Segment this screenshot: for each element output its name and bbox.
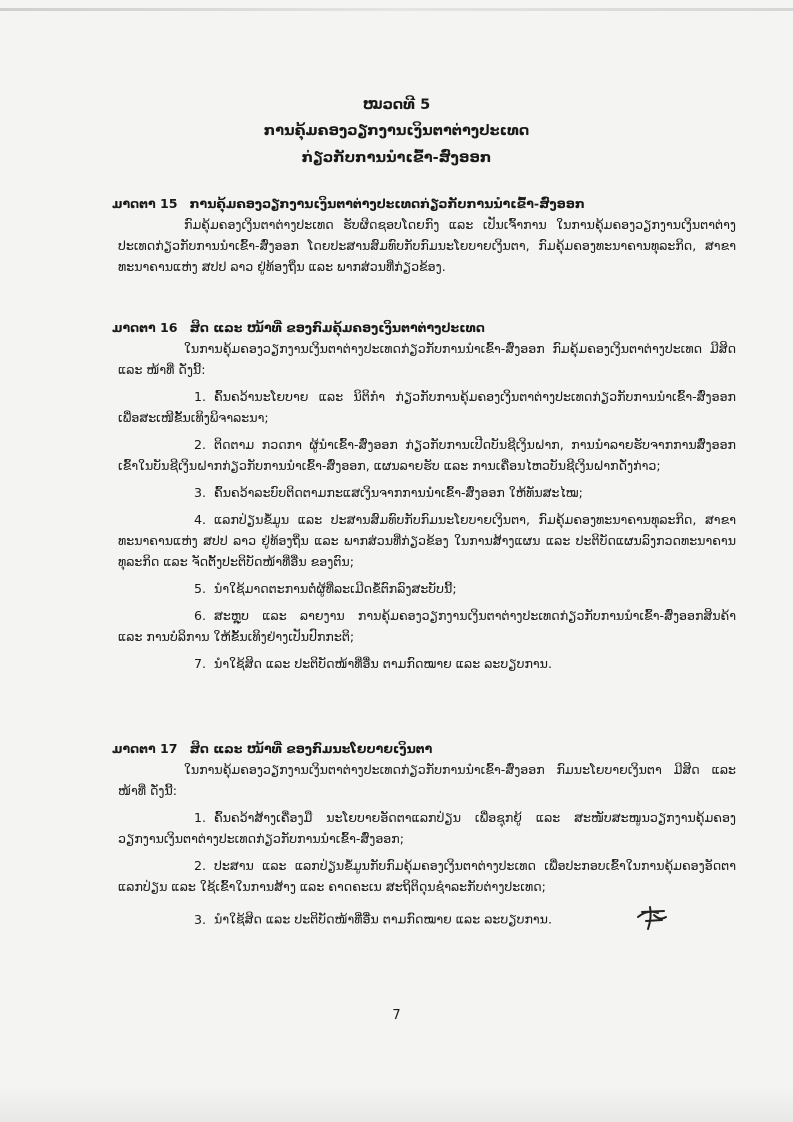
article-title: ສິດ ແລະ ໜ້າທີ່ ຂອງກົມຄຸ້ມຄອງເງິນຕາຕ່າງປະເທດ xyxy=(189,320,485,335)
list-item xyxy=(118,386,736,428)
list-item xyxy=(118,578,736,599)
article-17 xyxy=(112,738,736,937)
item-text: ຄົ້ນຄວ້າສ້າງເຄື່ອງມື ນະໂຍບາຍອັດຕາແລກປ່ຽນ ເພື່ອຊຸກຍູ້ ແລະ ສະໜັບສະໜູນວຽກງານຄຸ້ມຄອງວຽກງານເງິນຕາຕ່າງປະເທດກ່ຽວກັບການນຳເຂົ້າ-ສົ່ງອອກ; xyxy=(118,810,736,846)
item-text: ຄົ້ນຄວ້ານະໂຍບາຍ ແລະ ນິຕິກຳ ກ່ຽວກັບການຄຸ້ມຄອງເງິນຕາຕ່າງປະເທດກ່ຽວກັບການນຳເຂົ້າ-ສົ່ງອອກ ເພື່ອສະເໜີຂັ້ນເທິງພິຈາລະນາ; xyxy=(118,389,736,425)
list-item xyxy=(118,434,736,476)
item-number: 1. xyxy=(194,389,207,404)
list-item xyxy=(118,605,736,647)
article-heading xyxy=(112,193,736,214)
signature-initial-icon xyxy=(558,903,670,937)
list-item xyxy=(118,807,736,849)
item-number: 2. xyxy=(194,858,207,873)
article-intro: ໃນການຄຸ້ມຄອງວຽກງານເງິນຕາຕ່າງປະເທດກ່ຽວກັບການນຳເຂົ້າ-ສົ່ງອອກ ກົມນະໂຍບາຍເງິນຕາ ມີສິດ ແລະ ໜ້າທີ່ ດັ່ງນີ້: xyxy=(118,762,736,798)
item-number: 3. xyxy=(194,485,207,500)
item-text: ນຳໃຊ້ສິດ ແລະ ປະຕິບັດໜ້າທີ່ອື່ນ ຕາມກົດໝາຍ ແລະ ລະບຽບການ. xyxy=(214,656,552,671)
chapter-number: ໝວດທີ 5 xyxy=(362,97,431,113)
item-text: ຕິດຕາມ ກວດກາ ຜູ້ນຳເຂົ້າ-ສົ່ງອອກ ກ່ຽວກັບການເປີດບັນຊີເງິນຝາກ, ການນຳລາຍຮັບຈາກການສົ່ງອອກ ເຂົ້າໃນບັນຊີເງິນຝາກກ່ຽວກັບການນຳເຂົ້າ-ສົ່ງອອກ, ແຜນລາຍຮັບ ແລະ ການເຄື່ອນໄຫວບັນຊີເງິນຝາກດັ່ງກ່າວ; xyxy=(118,437,736,473)
chapter-title-line1: ການຄຸ້ມຄອງວຽກງານເງິນຕາຕ່າງປະເທດ xyxy=(263,123,530,139)
item-text: ນຳໃຊ້ສິດ ແລະ ປະຕິບັດໜ້າທີ່ອື່ນ ຕາມກົດໝາຍ ແລະ ລະບຽບການ. xyxy=(214,911,552,927)
article-number: ມາດຕາ 16 xyxy=(112,320,178,335)
scan-edge-bottom xyxy=(0,1085,793,1122)
item-number: 3. xyxy=(194,911,207,927)
article-15 xyxy=(112,193,736,277)
article-intro: ໃນການຄຸ້ມຄອງວຽກງານເງິນຕາຕ່າງປະເທດກ່ຽວກັບການນຳເຂົ້າ-ສົ່ງອອກ ກົມຄຸ້ມຄອງເງິນຕາຕ່າງປະເທດ ມີສິດ ແລະ ໜ້າທີ່ ດັ່ງນີ້: xyxy=(118,341,736,377)
article-number: ມາດຕາ 15 xyxy=(112,196,178,211)
chapter-title-line2: ກ່ຽວກັບການນຳເຂົ້າ-ສົ່ງອອກ xyxy=(301,150,492,166)
article-title: ສິດ ແລະ ໜ້າທີ່ ຂອງກົມນະໂຍບາຍເງິນຕາ xyxy=(189,741,433,756)
list-item xyxy=(118,903,736,937)
article-heading xyxy=(112,738,736,759)
list-item xyxy=(118,653,736,674)
item-number: 1. xyxy=(194,810,207,825)
item-text: ແລກປ່ຽນຂໍ້ມູນ ແລະ ປະສານສົມທົບກັບກົມນະໂຍບາຍເງິນຕາ, ກົມຄຸ້ມຄອງທະນາຄານທຸລະກິດ, ສາຂາທະນາຄານແຫ່ງ ສປປ ລາວ ຢູ່ທ້ອງຖິ່ນ ແລະ ພາກສ່ວນທີ່ກ່ຽວຂ້ອງ ໃນການສ້າງແຜນ ແລະ ປະຕິບັດແຜນລົງກວດທະນາຄານທຸລະກິດ ແລະ ຈັດຕັ້ງປະຕິບັດໜ້າທີ່ອື່ນ ຂອງຕົນ; xyxy=(118,512,736,569)
item-text: ສະຫຼຸບ ແລະ ລາຍງານ ການຄຸ້ມຄອງວຽກງານເງິນຕາຕ່າງປະເທດກ່ຽວກັບການນຳເຂົ້າ-ສົ່ງອອກສິນຄ້າ ແລະ ການບໍລິການ ໃຫ້ຂັ້ນເທິງຢ່າງເປັນປົກກະຕິ; xyxy=(118,608,736,644)
item-text: ນຳໃຊ້ມາດຕະການຕໍ່ຜູ້ທີ່ລະເມີດຂໍ້ຕົກລົງສະບັບນີ້; xyxy=(214,581,457,596)
item-number: 7. xyxy=(194,656,207,671)
article-16 xyxy=(112,317,736,674)
scan-edge xyxy=(0,8,793,11)
article-body: ກົມຄຸ້ມຄອງເງິນຕາຕ່າງປະເທດ ຮັບຜິດຊອບໂດຍກົງ ແລະ ເປັນເຈົ້າການ ໃນການຄຸ້ມຄອງວຽກງານເງິນຕາຕ່າງປະເທດກ່ຽວກັບການນຳເຂົ້າ-ສົ່ງອອກ ໂດຍປະສານສົມທົບກັບກົມນະໂຍບາຍເງິນຕາ, ກົມຄຸ້ມຄອງທະນາຄານທຸລະກິດ, ສາຂາທະນາຄານແຫ່ງ ສປປ ລາວ ຢູ່ທ້ອງຖິ່ນ ແລະ ພາກສ່ວນທີ່ກ່ຽວຂ້ອງ. xyxy=(118,217,736,274)
item-number: 4. xyxy=(194,512,207,527)
article-title: ການຄຸ້ມຄອງວຽກງານເງິນຕາຕ່າງປະເທດກ່ຽວກັບການນຳເຂົ້າ-ສົ່ງອອກ xyxy=(189,196,585,211)
article-heading xyxy=(112,317,736,338)
item-number: 5. xyxy=(194,581,207,596)
item-text: ຄົ້ນຄວ້າລະບົບຕິດຕາມກະແສເງິນຈາກການນຳເຂົ້າ-ສົ່ງອອກ ໃຫ້ທັນສະໄໝ; xyxy=(214,485,583,500)
page-number: 7 xyxy=(392,1008,401,1023)
list-item xyxy=(118,482,736,503)
list-item xyxy=(118,509,736,572)
item-text: ປະສານ ແລະ ແລກປ່ຽນຂໍ້ມູນກັບກົມຄຸ້ມຄອງເງິນຕາຕ່າງປະເທດ ເພື່ອປະກອບເຂົ້າໃນການຄຸ້ມຄອງອັດຕາແລກປ່ຽນ ແລະ ໃຊ້ເຂົ້າໃນການສ້າງ ແລະ ຄາດຄະເນ ສະຖິຕິດຸນຊຳລະກັບຕ່າງປະເທດ; xyxy=(118,858,736,894)
item-number: 6. xyxy=(194,608,207,623)
list-item xyxy=(118,855,736,897)
article-number: ມາດຕາ 17 xyxy=(112,741,178,756)
item-number: 2. xyxy=(194,437,207,452)
